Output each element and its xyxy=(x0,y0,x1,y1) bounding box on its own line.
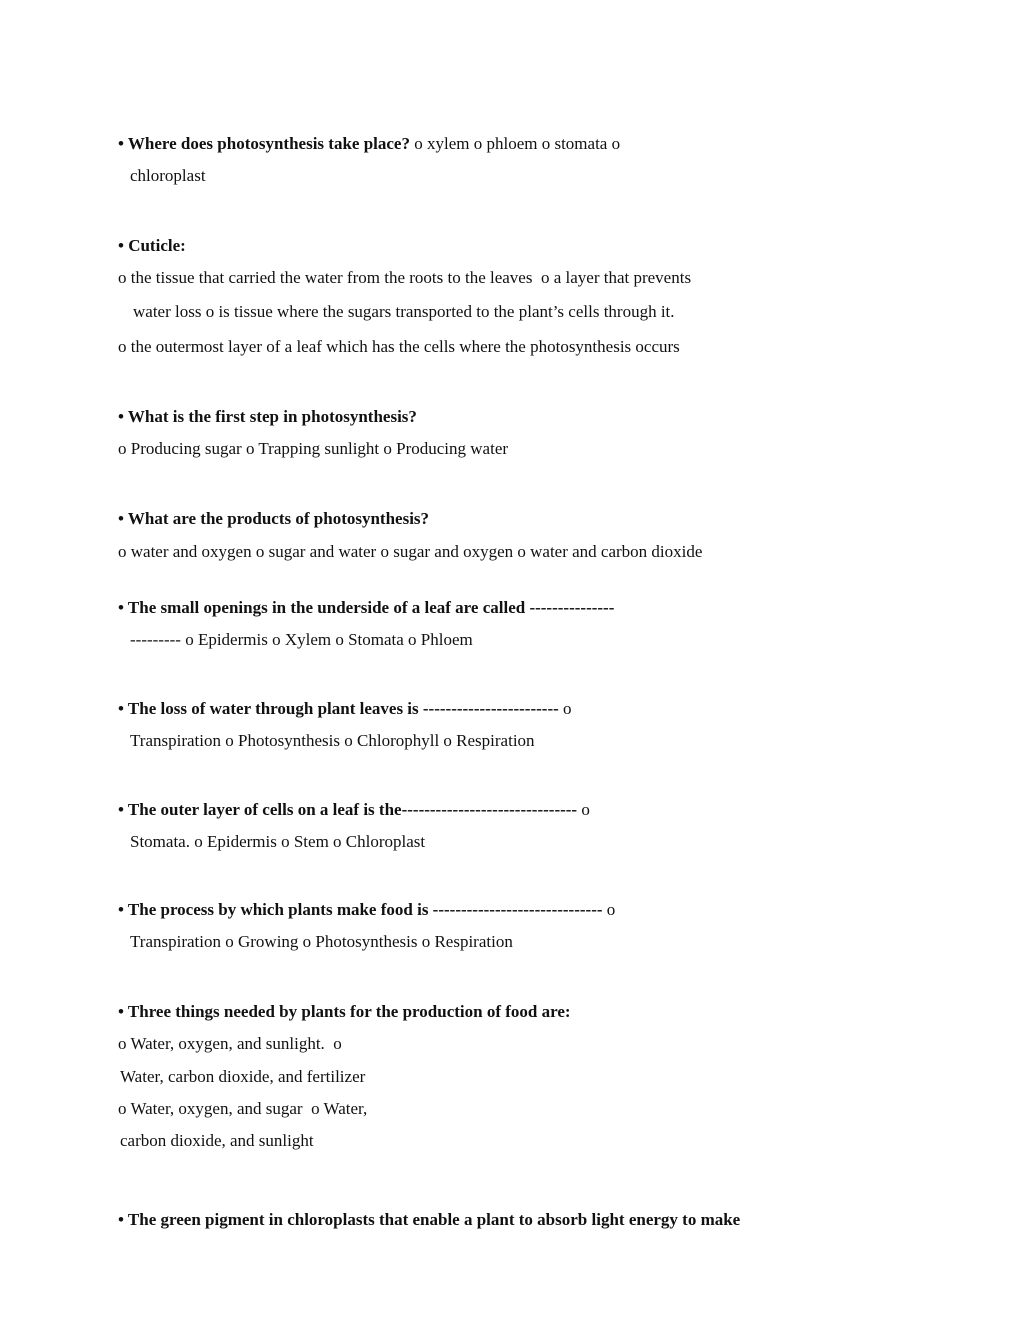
question-6-option-marker: o xyxy=(558,699,572,718)
question-9-option-line-3: o Water, oxygen, and sugar o Water, xyxy=(118,1099,368,1118)
question-6-text: • The loss of water through plant leaves is ------------------------ xyxy=(118,699,559,718)
question-10-text: • The green pigment in chloroplasts that enable a plant to absorb light energy to make xyxy=(118,1210,741,1229)
question-2-option-line-3: o the outermost layer of a leaf which has the cells where the photosynthesis occurs xyxy=(118,337,680,356)
question-9-option-line-1: o Water, oxygen, and sunlight. o xyxy=(118,1034,342,1053)
question-9-option-line-4: carbon dioxide, and sunlight xyxy=(120,1131,314,1150)
question-3-options: o Producing sugar o Trapping sunlight o Producing water xyxy=(118,439,509,458)
question-8-option-marker: o xyxy=(602,900,616,919)
question-7-options: Stomata. o Epidermis o Stem o Chloroplast xyxy=(130,832,426,851)
question-9-option-line-2: Water, carbon dioxide, and fertilizer xyxy=(120,1067,366,1086)
question-7-option-marker: o xyxy=(577,800,590,819)
question-2-text: • Cuticle: xyxy=(118,236,186,255)
question-1-options-cont: chloroplast xyxy=(130,166,206,185)
question-7 xyxy=(118,800,590,820)
question-8-text: • The process by which plants make food is ------------------------------ xyxy=(118,900,603,919)
question-1-text: • Where does photosynthesis take place? xyxy=(118,134,410,153)
question-4-text: • What are the products of photosynthesis? xyxy=(118,509,430,528)
question-2-option-line-1: o the tissue that carried the water from the roots to the leaves o a layer that prevents xyxy=(118,268,692,287)
question-3-text: • What is the first step in photosynthesis? xyxy=(118,407,417,426)
question-9-text: • Three things needed by plants for the production of food are: xyxy=(118,1002,571,1021)
question-6 xyxy=(118,699,572,719)
question-1-options: o xylem o phloem o stomata o xyxy=(409,134,621,153)
question-5-options: --------- o Epidermis o Xylem o Stomata o Phloem xyxy=(130,630,473,649)
question-2-option-line-2: water loss o is tissue where the sugars transported to the plant’s cells through it. xyxy=(133,302,675,321)
question-8 xyxy=(118,900,615,920)
question-1 xyxy=(118,134,620,154)
question-7-text: • The outer layer of cells on a leaf is the------------------------------- xyxy=(118,800,578,819)
question-6-options: Transpiration o Photosynthesis o Chlorophyll o Respiration xyxy=(130,731,535,750)
question-8-options: Transpiration o Growing o Photosynthesis o Respiration xyxy=(130,932,513,951)
question-4-options: o water and oxygen o sugar and water o sugar and oxygen o water and carbon dioxide xyxy=(118,542,703,561)
question-5-text: • The small openings in the underside of a leaf are called --------------- xyxy=(118,598,615,617)
